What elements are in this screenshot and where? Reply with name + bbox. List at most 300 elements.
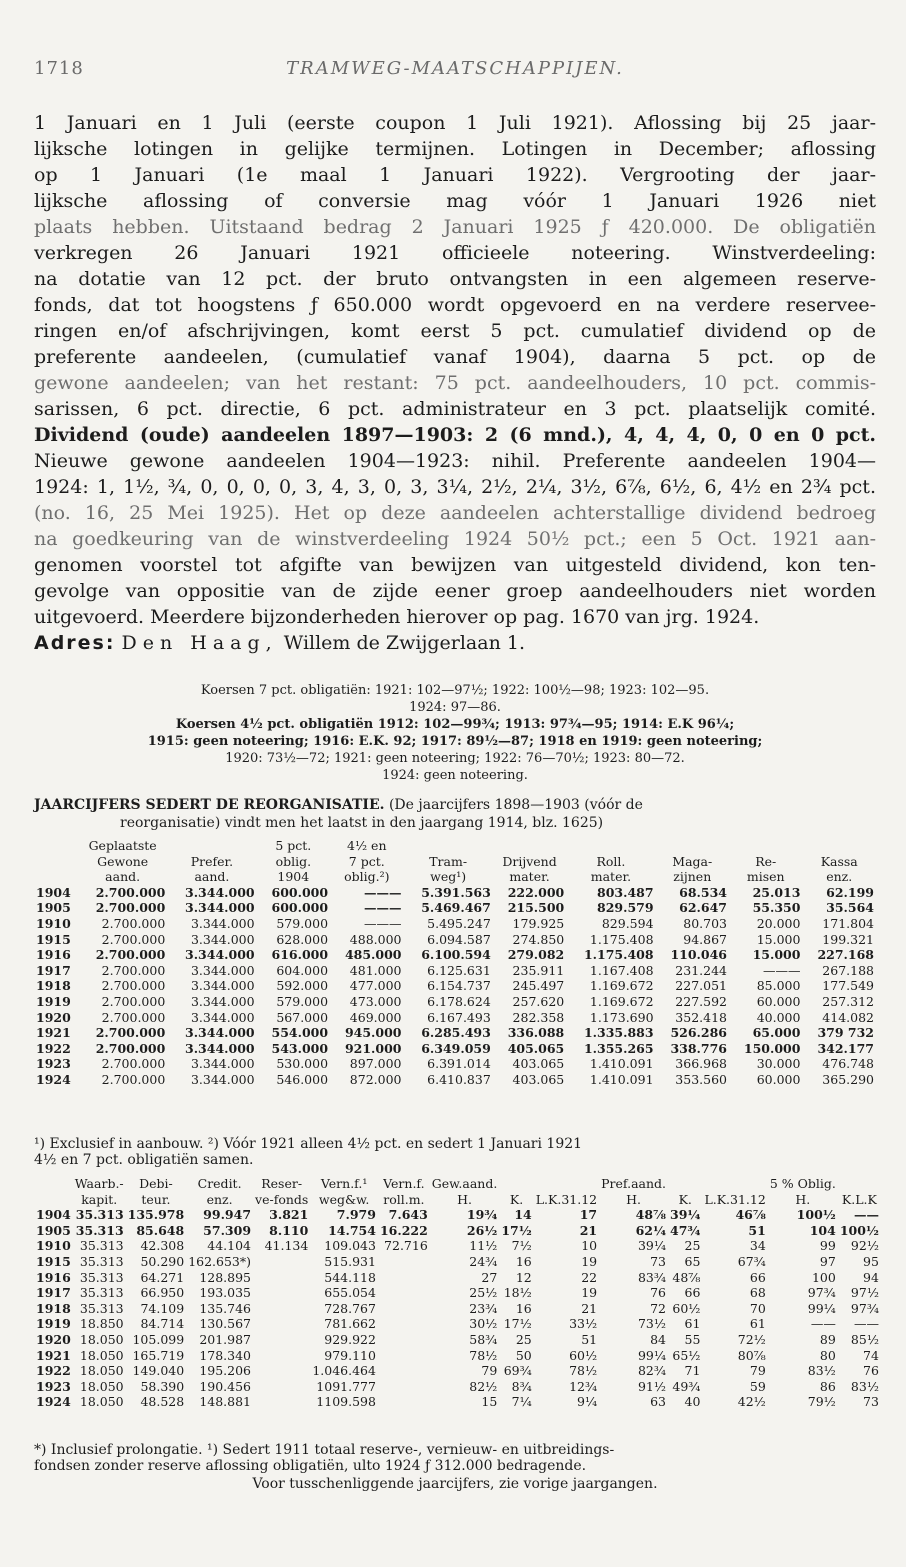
table-row — [34, 916, 876, 932]
table-row — [34, 1025, 876, 1041]
table-cell: 473.000 — [349, 993, 402, 1009]
table-cell: 89 — [819, 1331, 836, 1347]
table-cell: 488.000 — [349, 931, 402, 947]
table-cell: 65½ — [672, 1347, 701, 1363]
column-header: oblig.²) — [344, 869, 390, 885]
table-cell: 62.647 — [679, 900, 727, 916]
table-cell: 365.290 — [822, 1071, 874, 1087]
body-line: na goedkeuring van de winstverdeeling 1924 50½ pct.; een 5 Oct. 1921 aan- — [34, 528, 876, 550]
table-cell: 8.110 — [269, 1222, 309, 1238]
jaarcijfers-table-2 — [34, 1176, 881, 1410]
table-cell — [378, 1316, 430, 1332]
year-cell: 1923 — [36, 1378, 71, 1394]
table-cell: 35.313 — [79, 1285, 124, 1301]
table-cell: 3.344.000 — [190, 1009, 255, 1025]
table-cell: 62.199 — [826, 884, 874, 900]
jaarcijfers-subtitle: (De jaarcijfers 1898—1903 (vóór de — [388, 797, 643, 813]
table-cell: 2.700.000 — [95, 1025, 166, 1041]
table-cell: 76 — [650, 1285, 666, 1301]
table-cell: 921.000 — [344, 1040, 402, 1056]
table-cell: 62¼ — [635, 1222, 666, 1238]
column-header: misen — [746, 869, 785, 885]
column-header: weg&w. — [318, 1191, 370, 1207]
body-line: 1 Januari en 1 Juli (eerste coupon 1 Juli 1921). Aflossing bij 25 jaar- — [34, 112, 876, 134]
year-cell: 1910 — [36, 915, 71, 931]
table-cell: 600.000 — [271, 900, 329, 916]
table-cell: 99 — [819, 1238, 836, 1254]
table-cell: 14.754 — [328, 1222, 376, 1238]
table-cell: 72½ — [737, 1331, 766, 1347]
table-cell — [378, 1332, 430, 1348]
table-cell: 3.821 — [269, 1207, 309, 1223]
table-cell: 3.344.000 — [190, 1056, 255, 1072]
table-cell: 257.620 — [512, 993, 565, 1009]
table-cell: 22 — [581, 1269, 598, 1285]
table-cell: 257.312 — [822, 993, 874, 1009]
body-line: sarissen, 6 pct. directie, 6 pct. administrateur en 3 pct. plaatselijk comité. — [34, 398, 876, 420]
table-cell: 55.350 — [752, 900, 801, 916]
table-cell: 6.391.014 — [427, 1056, 491, 1072]
table-cell: 82½ — [469, 1378, 498, 1394]
table-cell — [253, 1316, 310, 1332]
year-cell: 1916 — [36, 1269, 71, 1285]
column-header — [34, 1192, 73, 1208]
year-cell: 1919 — [36, 993, 71, 1009]
table-cell: 110.046 — [670, 947, 727, 963]
table-cell: 530.000 — [276, 1056, 329, 1072]
table-cell: 592.000 — [276, 978, 329, 994]
table-cell: 35.313 — [79, 1300, 124, 1316]
table-cell: 97 — [819, 1253, 836, 1269]
column-header: H. — [795, 1191, 811, 1207]
table-row — [34, 1254, 881, 1270]
table-cell: 3.344.000 — [190, 993, 255, 1009]
table-cell: 379 732 — [817, 1025, 874, 1041]
table-cell: 405.065 — [507, 1040, 565, 1056]
table-cell: 6.100.594 — [421, 947, 491, 963]
column-header: L.K.31.12 — [704, 1191, 766, 1207]
table-cell: 2.700.000 — [101, 962, 166, 978]
column-header — [729, 838, 802, 854]
table-cell: 83½ — [807, 1363, 836, 1379]
year-cell: 1920 — [36, 1009, 71, 1025]
year-cell: 1910 — [36, 1238, 71, 1254]
column-header — [656, 838, 729, 854]
address-label: Adres: — [34, 632, 116, 654]
table-cell: 546.000 — [276, 1071, 329, 1087]
table-cell: 61 — [684, 1316, 701, 1332]
year-cell: 1915 — [36, 1253, 71, 1269]
table-cell: 3.344.000 — [185, 900, 255, 916]
koersen-line: Koersen 7 pct. obligatiën: 1921: 102—97½; 1922: 100½—98; 1923: 102—95. — [200, 683, 710, 698]
column-header: H. — [457, 1191, 472, 1207]
column-header — [34, 854, 78, 870]
table-cell: 616.000 — [271, 947, 329, 963]
table-cell: 42.308 — [140, 1238, 185, 1254]
table-cell: 46⅞ — [735, 1207, 766, 1223]
body-line: ringen en/of afschrijvingen, komt eerst 5 pct. cumulatief dividend op de — [34, 320, 876, 342]
table-cell: 150.000 — [743, 1040, 801, 1056]
table-cell: 515.931 — [324, 1253, 376, 1269]
table-cell: 48.528 — [140, 1394, 185, 1410]
column-header: K. — [678, 1191, 692, 1207]
table-cell: 579.000 — [276, 993, 329, 1009]
running-title: TRAMWEG-MAATSCHAPPIJEN. — [286, 58, 624, 79]
table-cell: ——— — [364, 884, 402, 900]
column-header: Vern.f. — [383, 1176, 425, 1191]
table-cell: 84 — [650, 1331, 666, 1347]
table-cell: 19 — [581, 1253, 598, 1269]
body-line: uitgevoerd. Meerdere bijzonderheden hierover op pag. 1670 van jrg. 1924. — [34, 606, 760, 628]
table-row — [34, 1379, 881, 1395]
table-cell: 17 — [579, 1207, 598, 1223]
table-cell: 829.594 — [601, 915, 654, 931]
table-cell: 477.000 — [349, 978, 402, 994]
column-header: weg¹) — [430, 869, 467, 885]
table-cell: 12¾ — [569, 1378, 598, 1394]
body-line: gevolge van oppositie van de zijde eener groep aandeelhouders niet worden — [34, 580, 876, 602]
table-cell: 2.700.000 — [101, 1009, 166, 1025]
table-cell: 35.313 — [75, 1222, 124, 1238]
table-cell: 7.643 — [388, 1207, 428, 1223]
body-line: na dotatie van 12 pct. der bruto ontvangsten in een algemeen reserve- — [34, 268, 876, 290]
table-cell: 6.167.493 — [427, 1009, 491, 1025]
table-cell: 235.911 — [512, 962, 565, 978]
table-cell: 39¼ — [637, 1238, 666, 1254]
table-cell — [378, 1254, 430, 1270]
running-header — [34, 58, 876, 88]
table-cell: 6.094.587 — [427, 931, 491, 947]
table-cell: 481.000 — [349, 962, 402, 978]
table-cell: 25 — [684, 1238, 701, 1254]
column-header: Maga- — [672, 853, 713, 869]
table-cell: 55 — [684, 1331, 701, 1347]
table-cell: 148.881 — [199, 1394, 252, 1410]
table-cell: 6.410.837 — [427, 1071, 491, 1087]
table-cell: 97½ — [850, 1285, 879, 1301]
table-cell: 6.349.059 — [421, 1040, 491, 1056]
table-cell: 190.456 — [199, 1378, 252, 1394]
table-cell: 162.653*) — [188, 1253, 252, 1269]
column-header — [702, 1176, 767, 1192]
footer-note: Voor tusschenliggende jaarcijfers, zie vorige jaargangen. — [252, 1476, 658, 1492]
table-row — [34, 1316, 881, 1332]
table-cell — [378, 1270, 430, 1286]
table-cell: 2.700.000 — [101, 915, 166, 931]
table-cell: 74 — [863, 1347, 879, 1363]
column-header: aand. — [105, 869, 141, 885]
address-city: Den Haag, — [121, 632, 278, 654]
table-cell: 245.497 — [512, 978, 565, 994]
table-cell: 11½ — [469, 1238, 498, 1254]
table-cell — [253, 1394, 310, 1410]
table-cell: 178.340 — [199, 1347, 252, 1363]
table-row — [34, 1223, 881, 1239]
column-header: 5 % Oblig. — [769, 1176, 836, 1191]
table-cell: 104 — [809, 1222, 836, 1238]
note-line: ¹) Exclusief in aanbouw. ²) Vóór 1921 alleen 4½ pct. en sedert 1 Januari 1921 — [34, 1136, 583, 1152]
table-cell: 403.065 — [512, 1056, 565, 1072]
table-cell: 100½ — [796, 1207, 836, 1223]
table-cell: 15.000 — [756, 931, 801, 947]
table-cell: 177.549 — [822, 978, 874, 994]
table-cell: 1.335.883 — [583, 1025, 654, 1041]
table-cell — [378, 1394, 430, 1410]
table-cell: 222.000 — [507, 884, 565, 900]
table-cell: 83½ — [850, 1378, 879, 1394]
table-cell: 18.050 — [79, 1347, 124, 1363]
table-cell: 1.169.672 — [589, 978, 654, 994]
year-cell: 1922 — [36, 1040, 71, 1056]
column-header: enz. — [826, 869, 853, 885]
column-header: oblig. — [275, 853, 312, 869]
table-cell: 149.040 — [132, 1363, 185, 1379]
column-header: Credit. — [197, 1176, 242, 1191]
table-cell: ——— — [762, 962, 801, 978]
table-cell: 604.000 — [276, 962, 329, 978]
year-cell: 1905 — [36, 900, 71, 916]
year-cell: 1916 — [36, 947, 71, 963]
column-header: Gew.aand. — [431, 1176, 498, 1191]
body-line: Dividend (oude) aandeelen 1897—1903: 2 (6 mnd.), 4, 4, 4, 0, 0 en 0 pct. — [34, 424, 876, 446]
jaarcijfers-subtitle-2: reorganisatie) vindt men het laatst in den jaargang 1914, blz. 1625) — [120, 815, 604, 831]
table-cell: 51 — [581, 1331, 598, 1347]
column-header: kapit. — [81, 1191, 118, 1207]
table-cell: 3.344.000 — [190, 1071, 255, 1087]
table-cell: 231.244 — [675, 962, 727, 978]
table-row — [34, 1072, 876, 1088]
column-header: teur. — [141, 1191, 171, 1207]
body-line: (no. 16, 25 Mei 1925). Het op deze aandeelen achterstallige dividend bedroeg — [34, 502, 876, 524]
table-header-row — [34, 1192, 881, 1208]
table-cell: 336.088 — [507, 1025, 565, 1041]
table-cell: 21 — [579, 1222, 598, 1238]
table-cell — [253, 1332, 310, 1348]
table-cell: 165.719 — [132, 1347, 185, 1363]
table-cell: 543.000 — [271, 1040, 329, 1056]
table-cell: 9¼ — [577, 1394, 598, 1410]
table-cell: 353.560 — [675, 1071, 727, 1087]
table-cell: 781.662 — [324, 1316, 376, 1332]
table-cell: 193.035 — [199, 1285, 252, 1301]
table-cell: 628.000 — [276, 931, 329, 947]
table-cell: 728.767 — [324, 1300, 376, 1316]
koersen-block — [34, 682, 876, 784]
table-row — [34, 1010, 876, 1026]
body-line: 1924: 1, 1½, ¾, 0, 0, 0, 0, 3, 4, 3, 0, 3, 3¼, 2½, 2¼, 3½, 6⅞, 6½, 6, 4½ en 2¾ pct. — [34, 476, 876, 498]
body-line: Nieuwe gewone aandeelen 1904—1923: nihil. Preferente aandeelen 1904— — [34, 450, 876, 472]
table-cell: 35.313 — [75, 1207, 124, 1223]
column-header: 4½ en — [347, 838, 387, 853]
table-cell: 279.082 — [507, 947, 565, 963]
column-header: Geplaatste — [88, 838, 157, 853]
table-cell: 51 — [748, 1222, 766, 1238]
table-cell: 414.082 — [822, 1009, 874, 1025]
table-cell: 600.000 — [271, 884, 329, 900]
table-cell: 135.746 — [199, 1300, 252, 1316]
table-cell: 95 — [863, 1253, 879, 1269]
column-header — [34, 869, 78, 885]
table-row — [34, 900, 876, 916]
table-cell: 92½ — [850, 1238, 879, 1254]
table-cell: 66 — [749, 1269, 766, 1285]
year-cell: 1921 — [36, 1347, 71, 1363]
table-cell: 99¼ — [807, 1300, 836, 1316]
table-cell — [253, 1379, 310, 1395]
table-cell: 35.564 — [826, 900, 874, 916]
column-header: zijnen — [673, 869, 712, 885]
year-cell: 1917 — [36, 1285, 71, 1301]
table-cell: —— — [853, 1316, 879, 1332]
table-cell: 58.390 — [140, 1378, 185, 1394]
body-text — [34, 110, 876, 656]
table-cell: 86 — [819, 1378, 836, 1394]
column-header: L.K.31.12 — [535, 1191, 598, 1207]
table-cell: 6.125.631 — [427, 962, 491, 978]
table-cell — [253, 1254, 310, 1270]
table-cell: 25.013 — [752, 884, 801, 900]
year-cell: 1922 — [36, 1363, 71, 1379]
column-header — [34, 838, 78, 854]
table-cell: 554.000 — [271, 1025, 329, 1041]
table-cell: 15 — [481, 1394, 498, 1410]
table-cell: 35.313 — [79, 1269, 124, 1285]
column-header — [566, 838, 655, 854]
koersen-line: 1915: geen noteering; 1916: E.K. 92; 1917: 89½—87; 1918 en 1919: geen noteering; — [147, 734, 763, 749]
table-cell: 78½ — [469, 1347, 498, 1363]
table-cell: 5.495.247 — [427, 915, 491, 931]
table-cell: 526.286 — [670, 1025, 727, 1041]
table-cell: 897.000 — [349, 1056, 402, 1072]
table-cell: 67¾ — [737, 1253, 766, 1269]
column-header — [802, 838, 876, 854]
table-cell: 929.922 — [324, 1331, 376, 1347]
table-cell: 85.648 — [136, 1222, 185, 1238]
table-cell: 282.358 — [512, 1009, 565, 1025]
column-header: 7 pct. — [348, 853, 385, 869]
table-header-row — [34, 838, 876, 854]
table-cell — [378, 1285, 430, 1301]
column-header: Prefer. — [190, 853, 234, 869]
table-row — [34, 1301, 881, 1317]
table-cell: 35.313 — [79, 1238, 124, 1254]
table-cell: 1109.598 — [316, 1394, 376, 1410]
table-cell: 18.050 — [79, 1331, 124, 1347]
table-row — [34, 1207, 881, 1223]
table-cell: 34 — [749, 1238, 766, 1254]
table-cell: 79 — [749, 1363, 766, 1379]
table-cell: 7½ — [511, 1238, 532, 1254]
table-cell: 65 — [684, 1253, 701, 1269]
year-cell: 1915 — [36, 931, 71, 947]
table-cell: 100½ — [839, 1222, 879, 1238]
body-line: fonds, dat tot hoogstens ƒ 650.000 wordt opgevoerd en na verdere reservee- — [34, 294, 876, 316]
table-row — [34, 1394, 881, 1410]
year-cell: 1924 — [36, 1071, 71, 1087]
table-cell: 61 — [749, 1316, 766, 1332]
table-cell: 97¾ — [850, 1300, 879, 1316]
table-cell — [253, 1301, 310, 1317]
column-header: K. — [509, 1191, 524, 1207]
column-header: H. — [626, 1191, 641, 1207]
table-cell: 17½ — [501, 1222, 532, 1238]
table-cell: 25 — [515, 1331, 532, 1347]
table-cell: 73½ — [637, 1316, 666, 1332]
year-cell: 1923 — [36, 1056, 71, 1072]
table-cell: 21 — [581, 1300, 598, 1316]
table-cell: 485.000 — [344, 947, 402, 963]
table-cell: 68.534 — [679, 884, 727, 900]
table-cell: 544.118 — [324, 1269, 376, 1285]
year-cell: 1920 — [36, 1331, 71, 1347]
table-cell: 60½ — [672, 1300, 701, 1316]
table-cell: 2.700.000 — [101, 978, 166, 994]
table-cell: 17½ — [503, 1316, 532, 1332]
table-cell: 16.222 — [379, 1222, 428, 1238]
table-cell: 215.500 — [507, 900, 565, 916]
table-row — [34, 994, 876, 1010]
table-cell: 80.703 — [683, 915, 727, 931]
table-cell: 47¾ — [670, 1222, 701, 1238]
column-header: Kassa — [820, 853, 858, 869]
year-cell: 1918 — [36, 978, 71, 994]
table-cell: 1.167.408 — [589, 962, 654, 978]
column-header: Tram- — [429, 853, 468, 869]
column-header — [404, 838, 493, 854]
table-cell: 49¾ — [672, 1378, 701, 1394]
jaarcijfers-title: JAARCIJFERS SEDERT DE REORGANISATIE. — [34, 797, 385, 813]
note-line: *) Inclusief prolongatie. ¹) Sedert 1911 totaal reserve-, vernieuw- en uitbreidings- — [34, 1442, 615, 1458]
table-header-row — [34, 869, 876, 885]
table-cell: 945.000 — [344, 1025, 402, 1041]
table-cell: 105.099 — [132, 1331, 185, 1347]
column-header: Drijvend — [502, 853, 557, 869]
column-header: ve-fonds — [255, 1191, 309, 1207]
table-cell: 66.950 — [140, 1285, 185, 1301]
table-cell: 1.175.408 — [583, 947, 654, 963]
table-cell: 19 — [581, 1285, 598, 1301]
year-cell: 1919 — [36, 1316, 71, 1332]
koersen-line: 1920: 73½—72; 1921: geen noteering; 1922: 76—70½; 1923: 80—72. — [225, 751, 685, 766]
table-cell: 48⅞ — [672, 1269, 701, 1285]
table-cell: 23¾ — [469, 1300, 498, 1316]
table-cell: 1.046.464 — [312, 1363, 376, 1379]
table-cell: 79 — [481, 1363, 498, 1379]
table-cell: 2.700.000 — [95, 947, 166, 963]
table-cell: 14 — [514, 1207, 532, 1223]
table-cell: 27 — [481, 1269, 498, 1285]
table-cell: 18.050 — [79, 1378, 124, 1394]
table-cell: 2.700.000 — [101, 993, 166, 1009]
column-header: enz. — [206, 1191, 233, 1207]
table-cell: 3.344.000 — [190, 915, 255, 931]
jaarcijfers-heading — [34, 796, 876, 832]
table-cell: 7.979 — [336, 1207, 376, 1223]
table-cell: 33½ — [569, 1316, 598, 1332]
table-1-notes — [34, 1136, 876, 1168]
table-cell: 40 — [684, 1394, 701, 1410]
table-cell: 567.000 — [276, 1009, 329, 1025]
column-header: K.L.K — [841, 1191, 877, 1207]
koersen-line: 1924: 97—86. — [409, 700, 501, 715]
table-cell: 18.050 — [79, 1394, 124, 1410]
table-cell: 2.700.000 — [101, 1071, 166, 1087]
table-cell: 76 — [863, 1363, 879, 1379]
table-cell: 12 — [515, 1269, 532, 1285]
table-cell: 24¾ — [469, 1253, 498, 1269]
table-cell: 82¾ — [637, 1363, 666, 1379]
table-cell — [253, 1270, 310, 1286]
